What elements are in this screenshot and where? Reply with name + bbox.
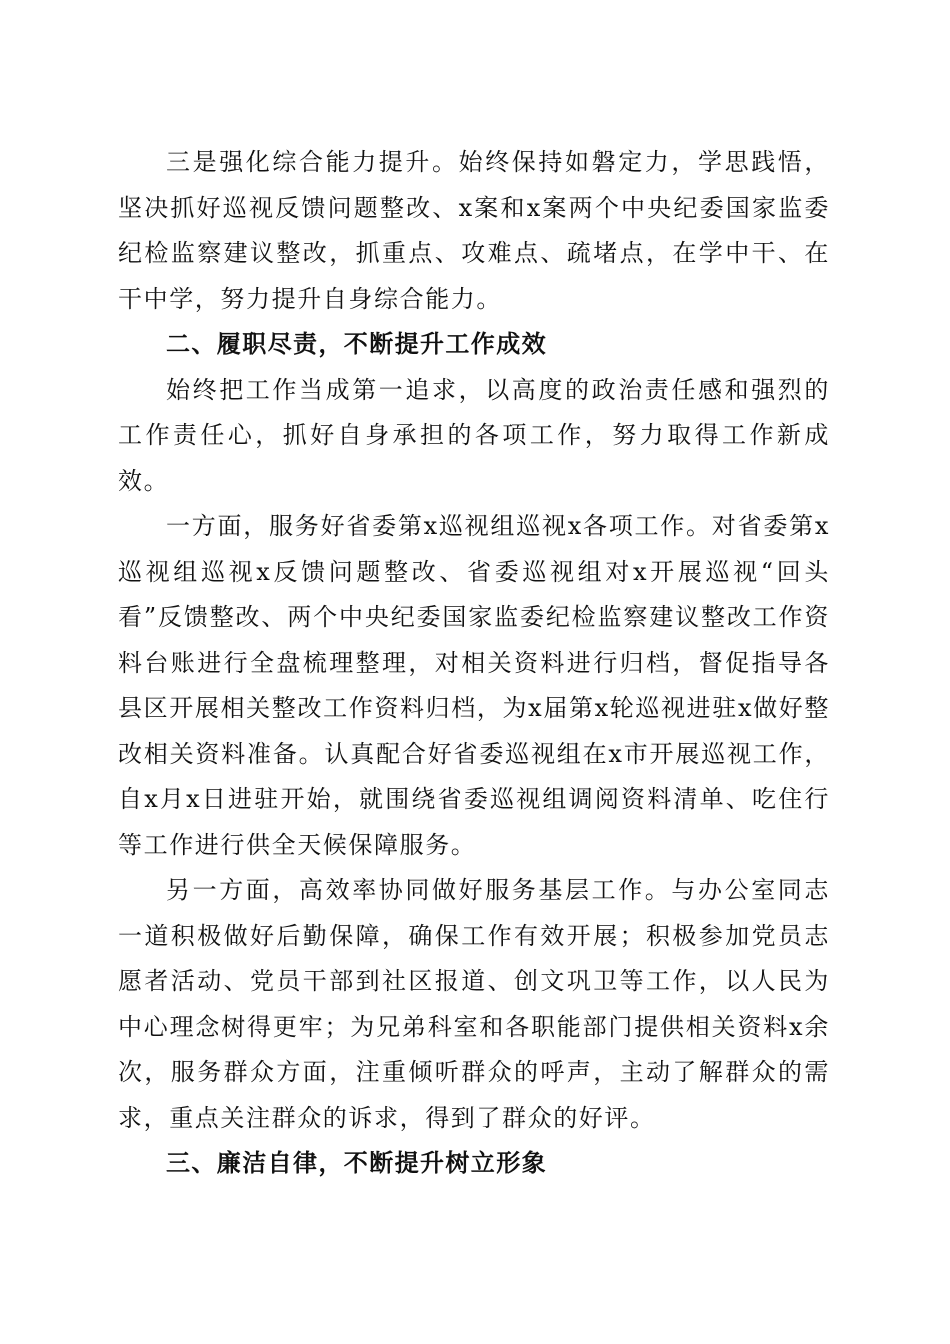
paragraph-grassroots-service: 另一方面，高效率协同做好服务基层工作。与办公室同志一道积极做好后勤保障，确保工作有效开展；积极参加党员志愿者活动、党员干部到社区报道、创文巩卫等工作，以人民为中心理念树得更牢；为兄弟科室和各职能部门提供相关资料x余次，服务群众方面，注重倾听群众的呼声，主动了解群众的需求，重点关注群众的诉求，得到了群众的好评。 (118, 876, 830, 1132)
section-heading-2: 二、履职尽责，不断提升工作成效 (166, 330, 547, 358)
paragraph-inspection-service: 一方面，服务好省委第x巡视组巡视x各项工作。对省委第x巡视组巡视x反馈问题整改、省委巡视组对x开展巡视“回头看”反馈整改、两个中央纪委国家监委纪检监察建议整改工作资料台账进行全盘梳理整理，对相关资料进行归档，督促指导各县区开展相关整改工作资料归档，为x届第x轮巡视进驻x做好整改相关资料准备。认真配合好省委巡视组在x市开展巡视工作，自x月x日进驻开始，就围绕省委巡视组调阅资料清单、吃住行等工作进行供全天候保障服务。 (118, 512, 830, 859)
section-heading-3: 三、廉洁自律，不断提升树立形象 (166, 1149, 547, 1177)
document-page (118, 140, 830, 1187)
paragraph-comprehensive-ability: 三是强化综合能力提升。始终保持如磐定力，学思践悟，坚决抓好巡视反馈问题整改、x案和x案两个中央纪委国家监委纪检监察建议整改，抓重点、攻难点、疏堵点，在学中干、在干中学，努力提升自身综合能力。 (118, 148, 830, 313)
paragraph-work-pursuit: 始终把工作当成第一追求，以高度的政治责任感和强烈的工作责任心，抓好自身承担的各项工作，努力取得工作新成效。 (118, 375, 830, 495)
